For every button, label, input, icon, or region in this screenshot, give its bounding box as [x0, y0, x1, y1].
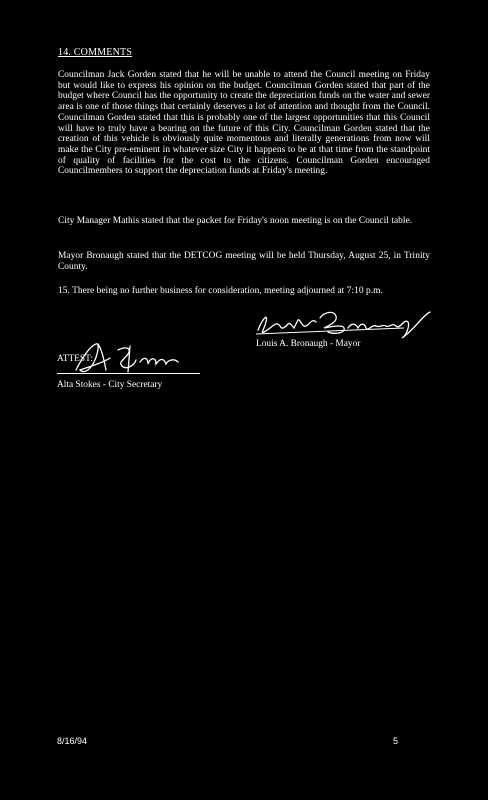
attest-label: ATTEST: — [57, 354, 93, 364]
secretary-signature — [70, 340, 185, 376]
mayor-name-title: Louis A. Bronaugh - Mayor — [256, 339, 361, 349]
paragraph-gorden-comments: Councilman Jack Gorden stated that he will be unable to attend the Council meeting on Friday but would like to express his opinion on the budget. Councilman Gorden stated that part of the budget where Council has the opportunity to create the depreciation funds on the water and sewer area is one of those things that certainly deserves a lot of attention and thought from the Council. Councilman Gorden stated that this is probably one of the largest opportunities that this Council will have to truly have a bearing on the future of this City. Councilman Gorden stated that the creation of this vehicle is obviously quite momentous and literally generations from now will make the City pre-eminent in whatever size City it happens to be at that time from the standpoint of quality of facilities for the cost to the citizens. Councilman Gorden encouraged Councilmembers to support the depreciation funds at Friday's meeting. — [58, 70, 430, 177]
paragraph-mayor-detcog: Mayor Bronaugh stated that the DETCOG meeting will be held Thursday, August 25, in Trinity County. — [58, 251, 430, 272]
mayor-signature — [254, 308, 434, 340]
paragraph-adjournment: 15. There being no further business for consideration, meeting adjourned at 7:10 p.m. — [58, 286, 383, 296]
secretary-name-title: Alta Stokes - City Secretary — [57, 380, 163, 390]
secretary-signature-line — [57, 373, 200, 374]
paragraph-city-manager: City Manager Mathis stated that the packet for Friday's noon meeting is on the Council table. — [58, 216, 413, 226]
section-heading: 14. COMMENTS — [58, 47, 133, 58]
footer-date: 8/16/94 — [57, 736, 88, 746]
footer-page-number: 5 — [393, 736, 399, 746]
